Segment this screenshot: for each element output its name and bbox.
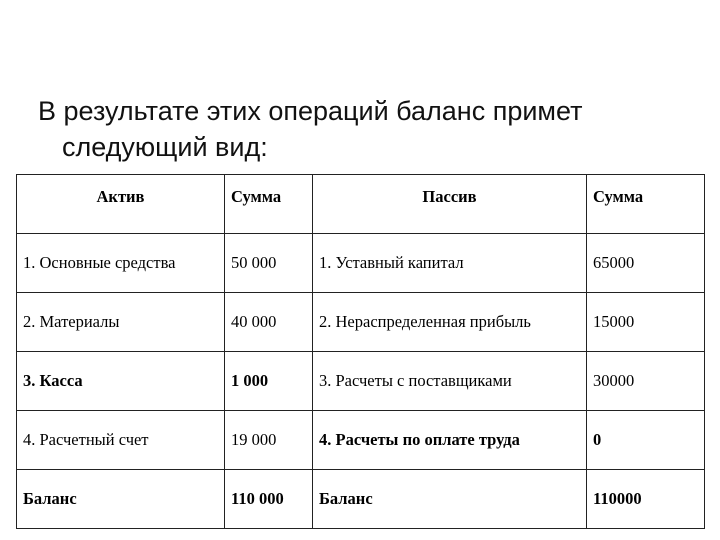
asset-sum: 50 000 xyxy=(225,234,313,293)
asset-sum: 19 000 xyxy=(225,411,313,470)
table-row xyxy=(17,234,705,293)
liability-sum: 0 xyxy=(587,411,705,470)
header-liabilities-sum: Сумма xyxy=(587,175,705,234)
asset-name: 1. Основные средства xyxy=(17,234,225,293)
liability-total-sum: 110000 xyxy=(587,470,705,529)
header-assets: Актив xyxy=(17,175,225,234)
asset-sum: 1 000 xyxy=(225,352,313,411)
header-liabilities: Пассив xyxy=(313,175,587,234)
slide-title xyxy=(38,93,698,165)
table-row xyxy=(17,352,705,411)
liability-name: 4. Расчеты по оплате труда xyxy=(313,411,587,470)
liability-total-label: Баланс xyxy=(313,470,587,529)
asset-sum: 40 000 xyxy=(225,293,313,352)
table-total-row xyxy=(17,470,705,529)
liability-sum: 30000 xyxy=(587,352,705,411)
liability-name: 1. Уставный капитал xyxy=(313,234,587,293)
liability-name: 2. Нераспределенная прибыль xyxy=(313,293,587,352)
asset-total-label: Баланс xyxy=(17,470,225,529)
slide-title-line-2: следующий вид: xyxy=(62,132,268,162)
table-row xyxy=(17,411,705,470)
balance-table xyxy=(16,174,705,529)
slide-title-line-1: В результате этих операций баланс примет xyxy=(38,96,583,126)
table-row xyxy=(17,293,705,352)
liability-sum: 15000 xyxy=(587,293,705,352)
table-header-row xyxy=(17,175,705,234)
asset-name: 2. Материалы xyxy=(17,293,225,352)
asset-name: 3. Касса xyxy=(17,352,225,411)
header-assets-sum: Сумма xyxy=(225,175,313,234)
asset-name: 4. Расчетный счет xyxy=(17,411,225,470)
liability-name: 3. Расчеты с поставщиками xyxy=(313,352,587,411)
asset-total-sum: 110 000 xyxy=(225,470,313,529)
liability-sum: 65000 xyxy=(587,234,705,293)
